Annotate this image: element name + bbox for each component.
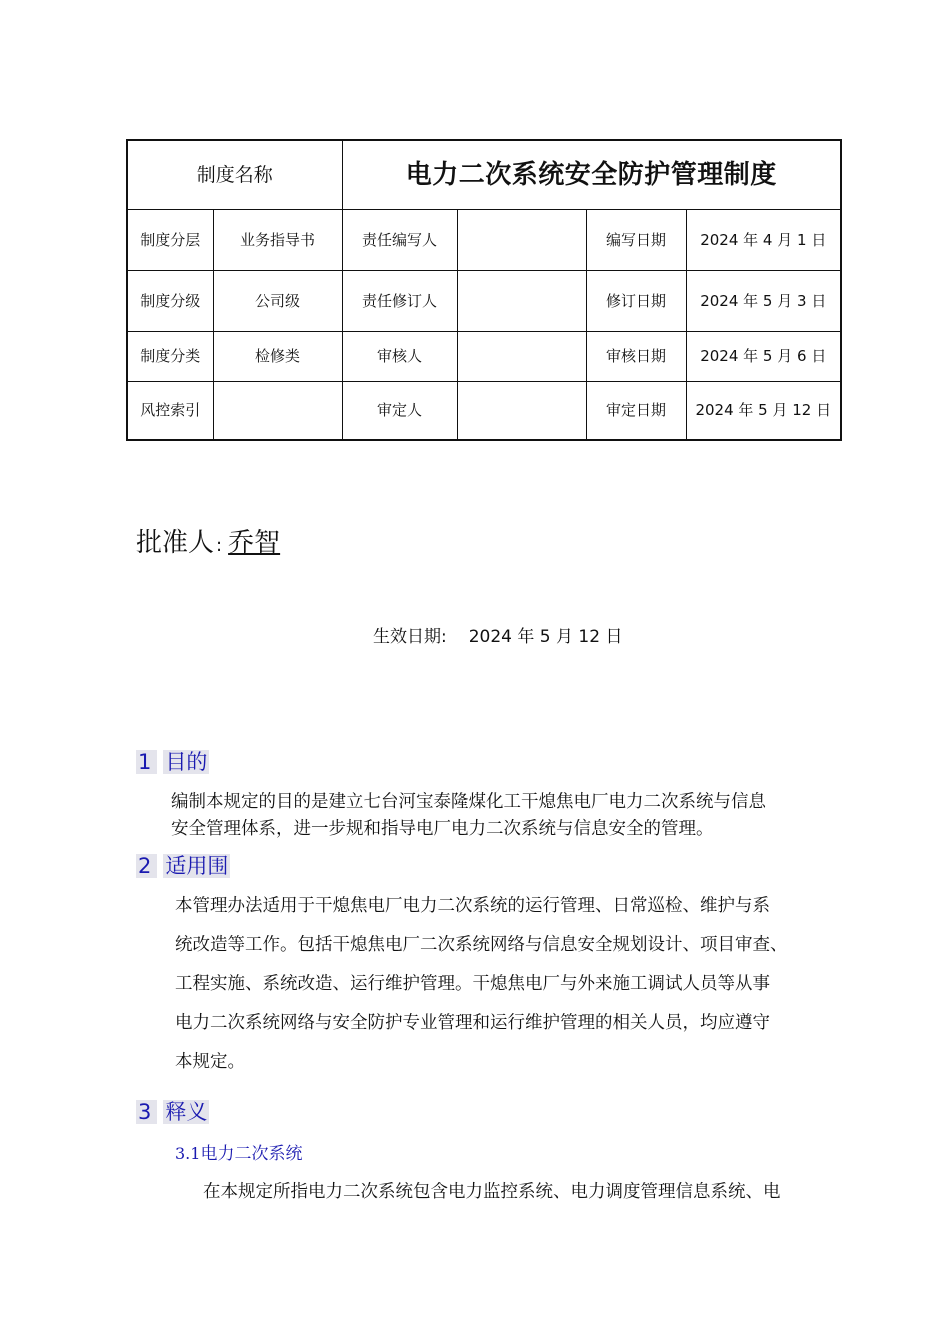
approver-value-cell xyxy=(457,381,586,440)
subsection-number: 3.1 xyxy=(175,1144,201,1163)
section-title: 适用围 xyxy=(165,854,229,878)
section-1-line: 编制本规定的目的是建立七台河宝泰隆煤化工干熄焦电厂电力二次系统与信息 xyxy=(171,792,766,812)
section-1-line: 安全管理体系，进一步规和指导电厂电力二次系统与信息安全的管理。 xyxy=(171,819,714,839)
policy-name-value: 电力二次系统安全防护管理制度 xyxy=(342,140,841,209)
subsection-title: 电力二次系统 xyxy=(200,1144,303,1164)
revise-date-label: 修订日期 xyxy=(586,270,686,331)
approver-label: 批准人 xyxy=(136,528,215,558)
risk-index-value xyxy=(213,381,342,440)
section-3-heading xyxy=(136,1096,209,1126)
document-info-table xyxy=(126,139,842,441)
section-2-line: 电力二次系统网络与安全防护专业管理和运行维护管理的相关人员，均应遵守 xyxy=(175,1013,770,1033)
section-number: 1 xyxy=(136,750,157,774)
table-row xyxy=(127,209,841,270)
effective-date-line xyxy=(373,622,622,647)
approver-separator: : xyxy=(216,535,223,556)
policy-level-value: 公司级 xyxy=(213,270,342,331)
table-row-title xyxy=(127,140,841,209)
policy-layer-label: 制度分层 xyxy=(127,209,213,270)
section-2-line: 统改造等工作。包括干熄焦电厂二次系统网络与信息安全规划设计、项目审查、 xyxy=(175,935,788,955)
author-value xyxy=(457,209,586,270)
policy-layer-value: 业务指导书 xyxy=(213,209,342,270)
table-row xyxy=(127,331,841,381)
revise-date-value: 2024 年 5 月 3 日 xyxy=(686,270,841,331)
section-1-heading xyxy=(136,746,209,776)
approval-date-value: 2024 年 5 月 12 日 xyxy=(686,381,841,440)
section-title: 目的 xyxy=(165,750,208,774)
section-2-line: 本规定。 xyxy=(175,1052,245,1072)
reviewer-label: 审核人 xyxy=(342,331,457,381)
table-row xyxy=(127,270,841,331)
effective-date-value: 2024 年 5 月 12 日 xyxy=(468,627,623,647)
approval-date-label: 审定日期 xyxy=(586,381,686,440)
section-number: 2 xyxy=(136,854,157,878)
section-title: 释义 xyxy=(165,1100,208,1124)
effective-date-label: 生效日期: xyxy=(373,627,447,647)
reviser-label: 责任修订人 xyxy=(342,270,457,331)
table-row xyxy=(127,381,841,440)
reviewer-value xyxy=(457,331,586,381)
write-date-label: 编写日期 xyxy=(586,209,686,270)
reviser-value xyxy=(457,270,586,331)
policy-name-label: 制度名称 xyxy=(127,140,342,209)
review-date-value: 2024 年 5 月 6 日 xyxy=(686,331,841,381)
policy-category-value: 检修类 xyxy=(213,331,342,381)
policy-category-label: 制度分类 xyxy=(127,331,213,381)
subsection-3-1-heading xyxy=(175,1139,302,1164)
policy-level-label: 制度分级 xyxy=(127,270,213,331)
approver-label-cell: 审定人 xyxy=(342,381,457,440)
approver-name: 乔智 xyxy=(228,528,281,558)
review-date-label: 审核日期 xyxy=(586,331,686,381)
subsection-3-1-line: 在本规定所指电力二次系统包含电力监控系统、电力调度管理信息系统、电 xyxy=(203,1182,781,1202)
section-2-heading xyxy=(136,850,230,880)
section-number: 3 xyxy=(136,1100,157,1124)
approver-line xyxy=(136,522,280,559)
section-2-line: 本管理办法适用于干熄焦电厂电力二次系统的运行管理、日常巡检、维护与系 xyxy=(175,896,770,916)
write-date-value: 2024 年 4 月 1 日 xyxy=(686,209,841,270)
risk-index-label: 风控索引 xyxy=(127,381,213,440)
section-2-line: 工程实施、系统改造、运行维护管理。干熄焦电厂与外来施工调试人员等从事 xyxy=(175,974,770,994)
author-label: 责任编写人 xyxy=(342,209,457,270)
